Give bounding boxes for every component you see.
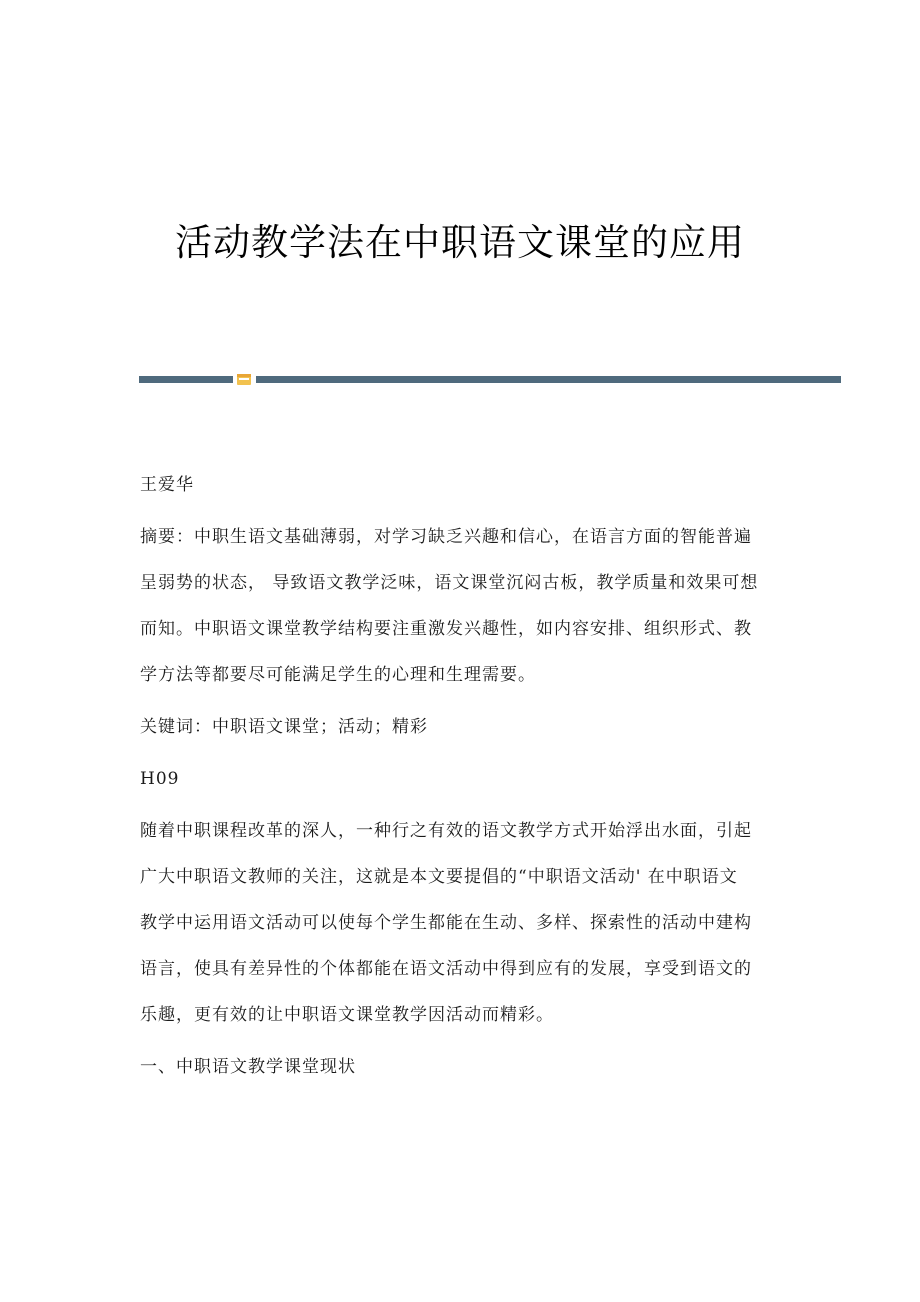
- abstract-line: 学方法等都要尽可能满足学生的心理和生理需要。: [140, 665, 536, 685]
- body-line: 语言，使具有差异性的个体都能在语文活动中得到应有的发展，享受到语文的: [140, 959, 752, 979]
- author-name: 王爱华: [140, 475, 194, 495]
- body-line: 教学中运用语文活动可以使每个学生都能在生动、多样、探索性的活动中建构: [140, 913, 752, 933]
- classification-code: H09: [140, 769, 180, 789]
- body-line: 乐趣，更有效的让中职语文课堂教学因活动而精彩。: [140, 1005, 554, 1025]
- title-divider: [139, 374, 841, 386]
- keywords: 关键词：中职语文课堂；活动；精彩: [140, 717, 428, 737]
- body-line: 广大中职语文教师的关注，这就是本文要提倡的“中职语文活动' 在中职语文: [140, 867, 738, 887]
- section-heading: 一、中职语文教学课堂现状: [140, 1057, 356, 1077]
- page-title: 活动教学法在中职语文课堂的应用: [175, 221, 745, 264]
- abstract-line: 摘要：中职生语文基础薄弱，对学习缺乏兴趣和信心，在语言方面的智能普遍: [140, 527, 752, 547]
- abstract-line: 而知。中职语文课堂教学结构要注重激发兴趣性，如内容安排、组织形式、教: [140, 619, 752, 639]
- divider-bar-right: [256, 376, 841, 383]
- abstract-line: 呈弱势的状态， 导致语文教学泛味，语文课堂沉闷古板，教学质量和效果可想: [140, 573, 759, 593]
- abstract-paragraph: [140, 522, 785, 690]
- document-body: [140, 470, 785, 1082]
- intro-paragraph: [140, 816, 785, 1030]
- divider-bar-left: [139, 376, 233, 383]
- body-line: 随着中职课程改革的深人，一种行之有效的语文教学方式开始浮出水面，引起: [140, 821, 752, 841]
- divider-ornament-icon: [237, 374, 251, 385]
